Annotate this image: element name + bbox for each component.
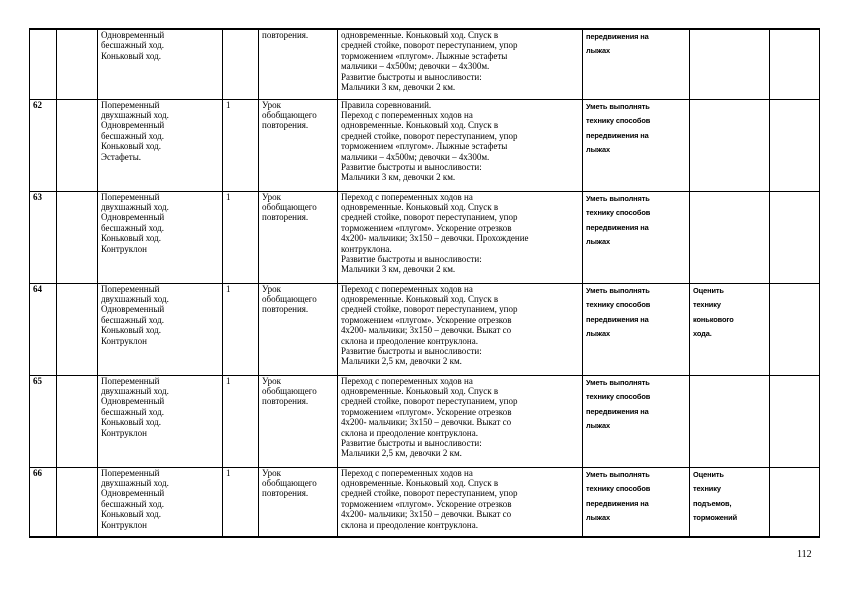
control-type-line: технику: [693, 484, 721, 493]
control-type-line: конькового: [693, 314, 734, 324]
lesson-content-line: торможением «плугом». Лыжные эстафеты: [341, 141, 508, 152]
lesson-content-line: торможением «плугом». Ускорение отрезков: [341, 314, 512, 325]
lesson-type-line: обобщающего: [262, 109, 317, 120]
skill-requirements-line: технику способов: [586, 484, 651, 493]
table-row: [30, 467, 820, 537]
lesson-type-line: повторения.: [262, 30, 309, 40]
control-type: [690, 283, 770, 375]
lesson-content-line: Развитие быстроты и выносливости:: [341, 345, 482, 356]
lesson-number: 66: [30, 467, 57, 537]
lesson-content-line: торможением «плугом». Ускорение отрезков: [341, 498, 512, 509]
hours-count: [223, 29, 259, 99]
lesson-plan-table: [29, 28, 820, 538]
lesson-topic-line: двухшажный ход.: [101, 201, 169, 212]
lesson-content-line: средней стойке, поворот переступанием, упор: [341, 396, 518, 407]
lesson-content-line: Переход с попеременных ходов на: [341, 109, 473, 120]
lesson-date: [770, 29, 820, 99]
skill-requirements-line: Уметь выполнять: [586, 377, 650, 387]
skill-requirements-line: передвижения на: [586, 314, 649, 324]
table-row: [30, 191, 820, 283]
skill-requirements: [583, 99, 690, 191]
skill-requirements-line: передвижения на: [586, 406, 649, 416]
skill-requirements-line: передвижения на: [586, 130, 649, 140]
lesson-type-line: обобщающего: [262, 201, 317, 212]
skill-requirements-line: Уметь выполнять: [586, 193, 650, 203]
lesson-topic-line: Одновременный: [101, 396, 165, 407]
empty-cell: [57, 283, 98, 375]
lesson-topic-line: Одновременный: [101, 304, 165, 315]
lesson-content-line: одновременные. Коньковый ход. Спуск в: [341, 385, 499, 396]
hours-count: 1: [223, 467, 259, 537]
lesson-topic-line: двухшажный ход.: [101, 293, 169, 304]
table-body: [30, 29, 820, 537]
lesson-topic-line: Контруклон: [101, 243, 147, 254]
lesson-content-line: Мальчики 3 км, девочки 2 км.: [341, 172, 456, 183]
lesson-type: [259, 99, 338, 191]
lesson-content-line: Правила соревнований.: [341, 99, 432, 110]
lesson-number: 62: [30, 99, 57, 191]
lesson-content: [338, 29, 583, 99]
table-row: [30, 99, 820, 191]
lesson-topic-line: Коньковый ход.: [101, 325, 161, 336]
skill-requirements-line: лыжах: [586, 46, 611, 55]
lesson-type: [259, 467, 338, 537]
control-type: [690, 467, 770, 537]
lesson-content: [338, 191, 583, 283]
lesson-content-line: склона и преодоление контруклона.: [341, 335, 478, 346]
lesson-content-line: Переход с попеременных ходов на: [341, 283, 473, 294]
lesson-topic-line: бесшажный ход.: [101, 314, 164, 325]
lesson-content-line: контруклона.: [341, 243, 392, 254]
lesson-content: [338, 283, 583, 375]
lesson-type-line: обобщающего: [262, 477, 317, 488]
lesson-topic: [98, 29, 223, 99]
lesson-content-line: мальчики – 4х500м; девочки – 4х300м.: [341, 61, 490, 72]
lesson-content-line: одновременные. Коньковый ход. Спуск в: [341, 120, 499, 131]
lesson-topic-line: Одновременный: [101, 488, 165, 499]
lesson-type: [259, 191, 338, 283]
lesson-content-line: Развитие быстроты и выносливости:: [341, 71, 482, 82]
lesson-type-line: повторения.: [262, 212, 309, 223]
control-type-line: Оценить: [693, 469, 724, 479]
lesson-topic-line: Коньковый ход.: [101, 509, 161, 520]
lesson-content-line: Переход с попеременных ходов на: [341, 375, 473, 386]
lesson-topic-line: Контруклон: [101, 519, 147, 530]
lesson-type: [259, 375, 338, 467]
lesson-topic-line: Одновременный: [101, 212, 165, 223]
lesson-topic-line: Попеременный: [101, 99, 160, 110]
lesson-content-line: средней стойке, поворот переступанием, упор: [341, 304, 518, 315]
lesson-topic-line: бесшажный ход.: [101, 406, 164, 417]
lesson-content-line: 4х200- мальчики; 3х150 – девочки. Выкат со: [341, 509, 512, 520]
control-type: [690, 99, 770, 191]
lesson-type-line: Урок: [262, 467, 281, 478]
lesson-topic-line: бесшажный ход.: [101, 498, 164, 509]
skill-requirements-line: лыжах: [586, 513, 611, 522]
lesson-content-line: Мальчики 2,5 км, девочки 2 км.: [341, 448, 462, 459]
lesson-topic-line: бесшажный ход.: [101, 222, 164, 233]
empty-cell: [57, 99, 98, 191]
lesson-topic-line: Контруклон: [101, 335, 147, 346]
lesson-type-line: Урок: [262, 191, 281, 202]
lesson-topic-line: Эстафеты.: [101, 151, 142, 162]
lesson-type: [259, 283, 338, 375]
lesson-topic-line: бесшажный ход.: [101, 130, 164, 141]
lesson-type-line: повторения.: [262, 488, 309, 499]
skill-requirements-line: технику способов: [586, 116, 651, 125]
lesson-content-line: 4х200- мальчики; 3х150 – девочки. Прохождение: [341, 233, 529, 244]
lesson-content: [338, 99, 583, 191]
lesson-content-line: одновременные. Коньковый ход. Спуск в: [341, 30, 499, 40]
skill-requirements-line: передвижения на: [586, 498, 649, 508]
lesson-content-line: одновременные. Коньковый ход. Спуск в: [341, 477, 499, 488]
lesson-topic-line: Коньковый ход.: [101, 141, 161, 152]
skill-requirements-line: Уметь выполнять: [586, 101, 650, 111]
lesson-content-line: средней стойке, поворот переступанием, упор: [341, 40, 518, 51]
lesson-number: 64: [30, 283, 57, 375]
skill-requirements: [583, 191, 690, 283]
lesson-topic-line: Коньковый ход.: [101, 417, 161, 428]
lesson-type-line: Урок: [262, 283, 281, 294]
lesson-topic-line: двухшажный ход.: [101, 109, 169, 120]
lesson-content-line: Мальчики 3 км, девочки 2 км.: [341, 264, 456, 275]
lesson-content-line: Развитие быстроты и выносливости:: [341, 253, 482, 264]
lesson-content-line: Развитие быстроты и выносливости:: [341, 437, 482, 448]
skill-requirements-line: технику способов: [586, 300, 651, 309]
lesson-content-line: одновременные. Коньковый ход. Спуск в: [341, 293, 499, 304]
lesson-topic: [98, 375, 223, 467]
control-type-line: хода.: [693, 329, 712, 338]
lesson-content-line: торможением «плугом». Ускорение отрезков: [341, 406, 512, 417]
lesson-content-line: 4х200- мальчики; 3х150 – девочки. Выкат со: [341, 325, 512, 336]
skill-requirements: [583, 467, 690, 537]
hours-count: 1: [223, 191, 259, 283]
control-type: [690, 375, 770, 467]
lesson-content-line: Переход с попеременных ходов на: [341, 467, 473, 478]
lesson-topic-line: двухшажный ход.: [101, 477, 169, 488]
lesson-topic: [98, 467, 223, 537]
lesson-number: 63: [30, 191, 57, 283]
lesson-number: 65: [30, 375, 57, 467]
lesson-topic-line: Попеременный: [101, 283, 160, 294]
lesson-topic-line: Контруклон: [101, 427, 147, 438]
lesson-date: [770, 99, 820, 191]
lesson-content-line: склона и преодоление контруклона.: [341, 519, 478, 530]
lesson-topic-line: Попеременный: [101, 467, 160, 478]
control-type-line: подъемов,: [693, 498, 732, 508]
lesson-date: [770, 283, 820, 375]
lesson-date: [770, 467, 820, 537]
skill-requirements-line: Уметь выполнять: [586, 285, 650, 295]
empty-cell: [57, 467, 98, 537]
lesson-topic-line: Коньковый ход.: [101, 50, 161, 61]
control-type-line: технику: [693, 300, 721, 309]
lesson-content-line: склона и преодоление контруклона.: [341, 427, 478, 438]
table-row: [30, 283, 820, 375]
control-type-line: Оценить: [693, 285, 724, 295]
control-type: [690, 29, 770, 99]
lesson-type-line: повторения.: [262, 120, 309, 131]
skill-requirements: [583, 29, 690, 99]
lesson-topic-line: Коньковый ход.: [101, 233, 161, 244]
control-type-line: торможений: [693, 513, 738, 522]
lesson-topic-line: Попеременный: [101, 191, 160, 202]
skill-requirements-line: Уметь выполнять: [586, 469, 650, 479]
lesson-content-line: Переход с попеременных ходов на: [341, 191, 473, 202]
table-row: [30, 375, 820, 467]
lesson-type: [259, 29, 338, 99]
skill-requirements-line: лыжах: [586, 421, 611, 430]
lesson-date: [770, 375, 820, 467]
lesson-content-line: мальчики – 4х500м; девочки – 4х300м.: [341, 151, 490, 162]
lesson-type-line: Урок: [262, 375, 281, 386]
lesson-content-line: одновременные. Коньковый ход. Спуск в: [341, 201, 499, 212]
hours-count: 1: [223, 99, 259, 191]
lesson-type-line: обобщающего: [262, 385, 317, 396]
lesson-topic: [98, 283, 223, 375]
skill-requirements-line: лыжах: [586, 145, 611, 154]
lesson-type-line: Урок: [262, 99, 281, 110]
lesson-content: [338, 375, 583, 467]
lesson-content-line: Мальчики 2,5 км, девочки 2 км.: [341, 356, 462, 367]
lesson-topic: [98, 191, 223, 283]
skill-requirements-line: передвижения на: [586, 222, 649, 232]
hours-count: 1: [223, 283, 259, 375]
lesson-content-line: торможением «плугом». Ускорение отрезков: [341, 222, 512, 233]
skill-requirements: [583, 375, 690, 467]
lesson-date: [770, 191, 820, 283]
lesson-topic-line: двухшажный ход.: [101, 385, 169, 396]
lesson-type-line: обобщающего: [262, 293, 317, 304]
skill-requirements-line: технику способов: [586, 392, 651, 401]
lesson-topic-line: бесшажный ход.: [101, 40, 164, 51]
lesson-content-line: Мальчики 3 км, девочки 2 км.: [341, 82, 456, 93]
lesson-content-line: средней стойке, поворот переступанием, упор: [341, 130, 518, 141]
page-number: 112: [797, 549, 812, 560]
empty-cell: [57, 375, 98, 467]
skill-requirements-line: передвижения на: [586, 32, 649, 41]
lesson-content-line: Развитие быстроты и выносливости:: [341, 161, 482, 172]
lesson-content: [338, 467, 583, 537]
lesson-content-line: средней стойке, поворот переступанием, упор: [341, 212, 518, 223]
empty-cell: [57, 191, 98, 283]
lesson-topic-line: Попеременный: [101, 375, 160, 386]
empty-cell: [57, 29, 98, 99]
lesson-content-line: торможением «плугом». Лыжные эстафеты: [341, 50, 508, 61]
lesson-content-line: 4х200- мальчики; 3х150 – девочки. Выкат со: [341, 417, 512, 428]
lesson-type-line: повторения.: [262, 304, 309, 315]
lesson-content-line: средней стойке, поворот переступанием, упор: [341, 488, 518, 499]
lesson-number: [30, 29, 57, 99]
table-row: [30, 29, 820, 99]
control-type: [690, 191, 770, 283]
lesson-topic: [98, 99, 223, 191]
skill-requirements-line: технику способов: [586, 208, 651, 217]
lesson-type-line: повторения.: [262, 396, 309, 407]
hours-count: 1: [223, 375, 259, 467]
skill-requirements-line: лыжах: [586, 329, 611, 338]
lesson-topic-line: Одновременный: [101, 30, 165, 40]
skill-requirements: [583, 283, 690, 375]
lesson-topic-line: Одновременный: [101, 120, 165, 131]
skill-requirements-line: лыжах: [586, 237, 611, 246]
